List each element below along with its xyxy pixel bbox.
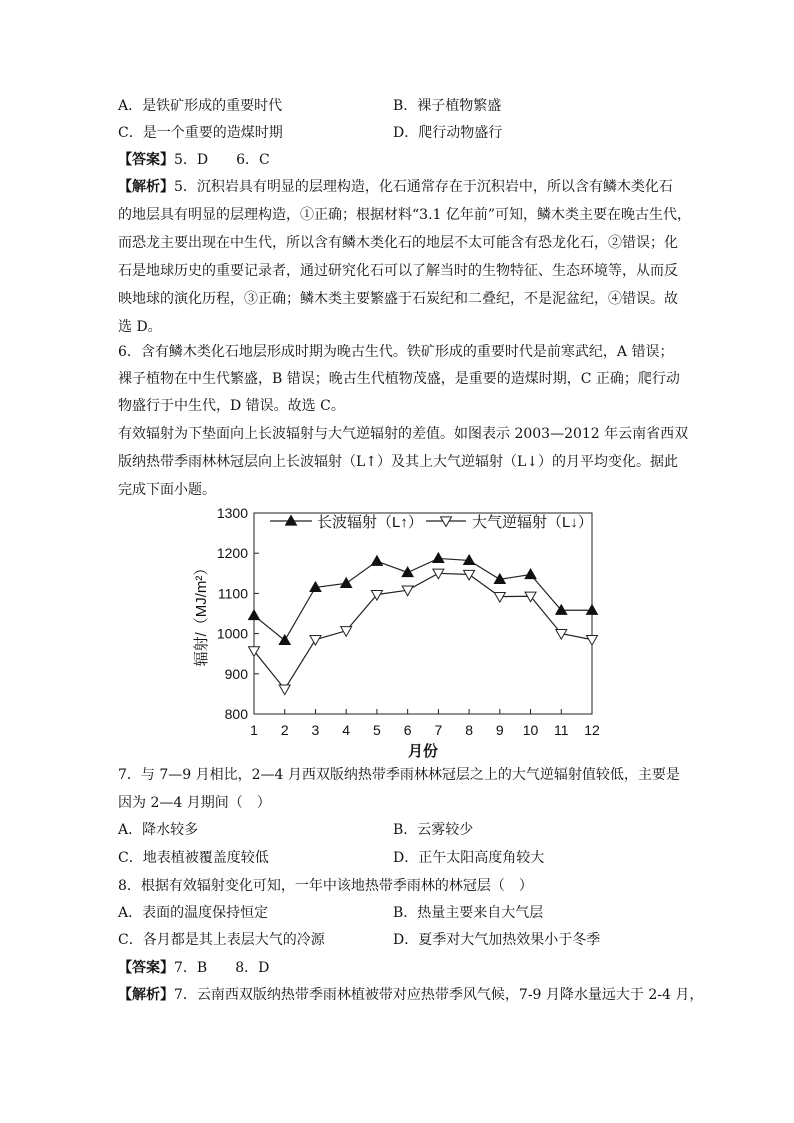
data-point (371, 556, 382, 566)
chart-legend (270, 514, 593, 531)
y-tick-label: 1000 (216, 625, 248, 642)
data-point (587, 636, 598, 646)
data-point (341, 578, 352, 588)
plot-frame (254, 513, 592, 714)
data-point (525, 569, 536, 579)
y-tick-label: 900 (224, 665, 248, 682)
radiation-line-chart (186, 500, 626, 762)
data-point (587, 605, 598, 615)
q8-option-b: B．热量主要来自大气层 (393, 905, 544, 921)
q7-option-b: B．云雾较少 (393, 822, 474, 838)
x-tick-label: 1 (250, 722, 258, 738)
analysis-line: 的地层具有明显的层理构造，①正确；根据材料“3.1 亿年前”可知，鳞木类主要在晚古生代， (118, 207, 692, 223)
legend-marker-1 (286, 516, 297, 526)
data-point (402, 567, 413, 577)
chart-series (249, 553, 598, 695)
x-tick-label: 3 (311, 722, 320, 738)
answer-block-2 (118, 958, 269, 978)
y-tick-label: 800 (224, 706, 248, 722)
analysis-block-2 (118, 985, 703, 1005)
x-tick-label: 6 (403, 722, 412, 738)
q4-option-b: B．裸子植物繁盛 (393, 98, 502, 114)
intro-line: 完成下面小题。 (118, 482, 216, 498)
x-tick-label: 4 (342, 722, 351, 738)
analysis-line: 【解析】5．沉积岩具有明显的层理构造，化石通常存在于沉积岩中，所以含有鳞木类化石 (118, 179, 673, 195)
q4-option-d: D．爬行动物盛行 (393, 125, 503, 141)
q8-option-a: A．表面的温度保持恒定 (118, 905, 269, 921)
data-point (249, 610, 260, 620)
x-tick-label: 10 (522, 722, 539, 738)
data-point (433, 553, 444, 563)
q4-option-a: A．是铁矿形成的重要时代 (118, 98, 283, 114)
data-point (310, 636, 321, 646)
legend-marker-2 (441, 517, 452, 527)
q7-option-c: C．地表植被覆盖度较低 (118, 850, 269, 866)
y-axis-label: 辐射/（MJ/m²） (193, 560, 210, 667)
x-tick-label: 11 (553, 722, 569, 738)
q4-option-c: C．是一个重要的造煤时期 (118, 125, 283, 141)
chart-axes (193, 505, 600, 760)
analysis-line: 选 D。 (118, 319, 162, 335)
q7-option-d: D．正午太阳高度角较大 (393, 850, 545, 866)
analysis-tag: 【解析】 (118, 987, 174, 1003)
analysis-text: 7．云南西双版纳热带季雨林植被带对应热带季风气候，7-9 月降水量远大于 2-4 月， (174, 987, 704, 1003)
analysis-line: 而恐龙主要出现在中生代，所以含有鳞木类化石的地层不太可能含有恐龙化石，②错误；化 (118, 235, 678, 251)
x-tick-label: 9 (495, 722, 504, 738)
data-point (494, 592, 505, 602)
q8-option-d: D．夏季对大气加热效果小于冬季 (393, 932, 601, 948)
data-point (279, 635, 290, 645)
answer-text: 7．B 8．D (174, 960, 270, 976)
q8-stem: 8．根据有效辐射变化可知，一年中该地热带季雨林的林冠层（ ） (118, 878, 533, 894)
series-line-1 (254, 558, 592, 640)
q7-stem-line: 7．与 7—9 月相比，2—4 月西双版纳热带季雨林林冠层之上的大气逆辐射值较低，主要是 (118, 767, 680, 783)
answer-tag: 【答案】 (118, 960, 174, 976)
x-tick-label: 12 (584, 722, 600, 738)
data-point (279, 685, 290, 695)
q7-stem-line: 因为 2—4 月期间（ ） (118, 795, 271, 811)
legend-label-1: 长波辐射（L↑） (317, 514, 423, 531)
q8-option-c: C．各月都是其上表层大气的冷源 (118, 932, 325, 948)
x-tick-label: 5 (373, 722, 381, 738)
intro-line: 有效辐射为下垫面向上长波辐射与大气逆辐射的差值。如图表示 2003—2012 年云南省西双 (118, 426, 689, 442)
answer-text: 5．D 6．C (174, 152, 270, 168)
analysis-line: 映地球的演化历程，③正确；鳞木类主要繁盛于石炭纪和二叠纪，不是泥盆纪，④错误。故 (118, 291, 678, 307)
y-tick-label: 1100 (217, 585, 248, 602)
x-tick-label: 7 (434, 722, 443, 738)
y-tick-label: 1300 (216, 505, 248, 521)
analysis-line: 石是地球历史的重要记录者，通过研究化石可以了解当时的生物特征、生态环境等，从而反 (118, 263, 678, 279)
x-axis-label: 月份 (407, 743, 439, 760)
analysis-tag: 【解析】 (118, 179, 174, 195)
series-line-2 (254, 573, 592, 689)
analysis6-line: 物盛行于中生代，D 错误。故选 C。 (118, 398, 345, 414)
x-tick-label: 8 (465, 722, 473, 738)
analysis6-line: 6．含有鳞木类化石地层形成时期为晚古生代。铁矿形成的重要时代是前寒武纪，A 错误； (118, 344, 674, 360)
answer-tag: 【答案】 (118, 152, 174, 168)
analysis6-line: 裸子植物在中生代繁盛，B 错误；晚古生代植物茂盛，是重要的造煤时期，C 正确；爬行动 (118, 371, 680, 387)
x-tick-label: 2 (280, 722, 289, 738)
y-tick-label: 1200 (216, 545, 248, 562)
answer-block-1 (118, 150, 270, 170)
q7-option-a: A．降水较多 (118, 822, 199, 838)
intro-line: 版纳热带季雨林林冠层向上长波辐射（L↑）及其上大气逆辐射（L↓）的月平均变化。据此 (118, 454, 679, 470)
legend-label-2: 大气逆辐射（L↓） (472, 514, 593, 531)
data-point (464, 570, 475, 580)
